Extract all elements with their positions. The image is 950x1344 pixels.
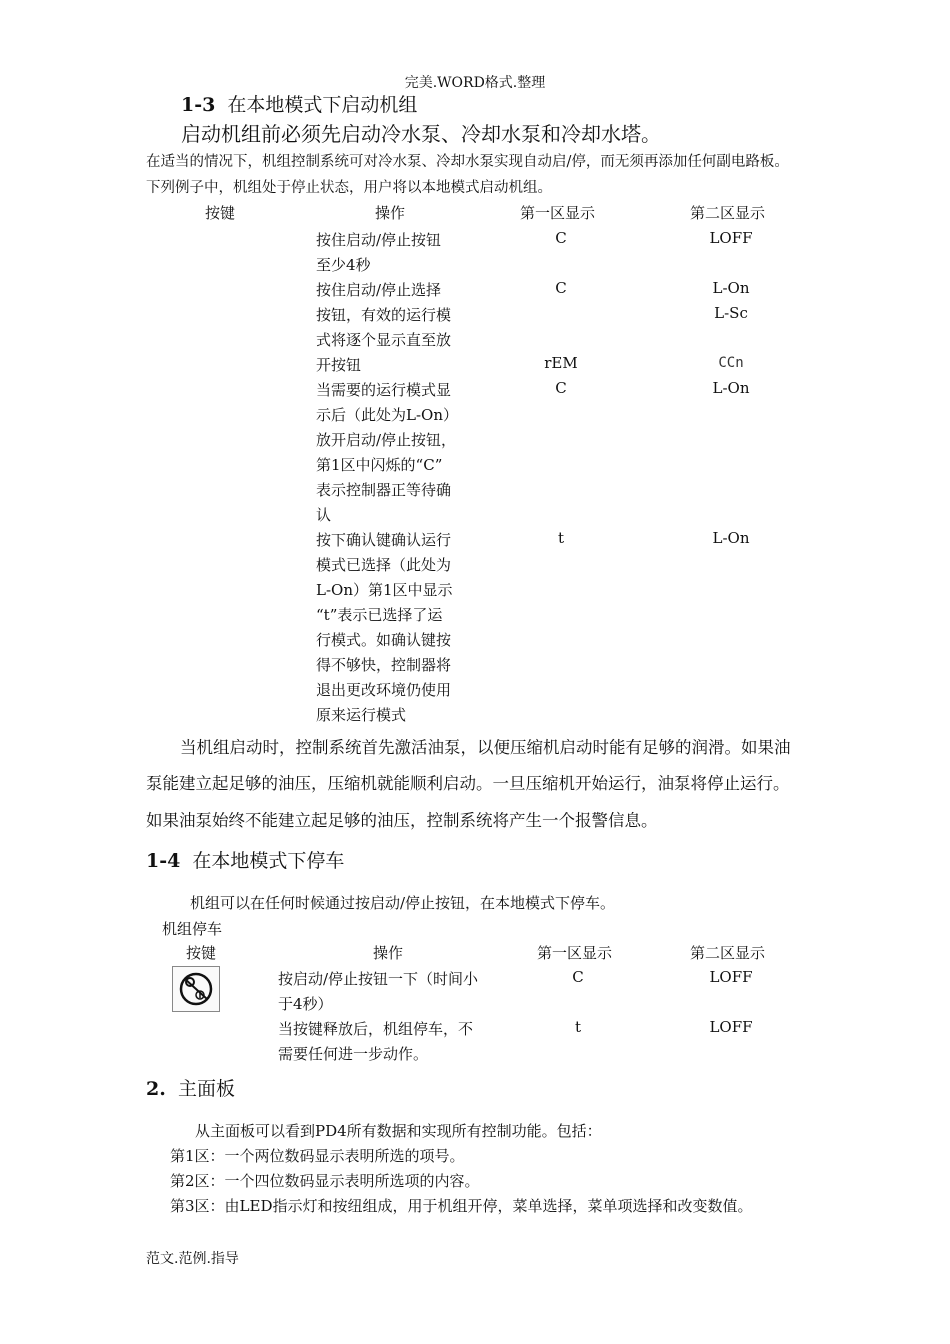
intro-line-2: 下列例子中，机组处于停止状态，用户将以本地模式启动机组。 — [146, 180, 552, 196]
table-row-op: 式将逐个显示直至放 — [316, 331, 452, 349]
section-1-3-heading — [181, 90, 417, 117]
table-row-op: 原来运行模式 — [316, 706, 407, 724]
col-zone1: 第一区显示 — [520, 204, 596, 222]
page-footer: 范文.范例.指导 — [146, 1251, 239, 1267]
table-row-op: 于4秒） — [278, 995, 333, 1013]
table-row-op: 行模式。如确认键按 — [316, 631, 452, 649]
col-zone2: 第二区显示 — [690, 204, 766, 222]
table-row-op: 退出更改环境仍使用 — [316, 681, 452, 699]
col-zone1: 第一区显示 — [537, 944, 613, 962]
body-paragraph-line: 当机组启动时，控制系统首先激活油泵，以便压缩机启动时能有足够的润滑。如果油 — [180, 738, 791, 757]
table-row-z1: C — [555, 229, 567, 247]
section-1-4-intro: 机组可以在任何时候通过按启动/停止按钮，在本地模式下停车。 — [190, 894, 616, 912]
section-1-4-heading — [146, 846, 344, 873]
zone-item: 第3区：由LED指示灯和按纽组成，用于机组开停，菜单选择，菜单项选择和改变数值。 — [170, 1197, 753, 1215]
section-2-intro: 从主面板可以看到PD4所有数据和实现所有控制功能。包括： — [195, 1122, 602, 1140]
col-op: 操作 — [375, 204, 406, 222]
table-row-op: 需要任何进一步动作。 — [278, 1045, 429, 1063]
table-row-op: 当按键释放后，机组停车，不 — [278, 1020, 474, 1038]
table-row-z2: LOFF — [709, 968, 753, 986]
table-row-op: 按住启动/停止按钮 — [316, 231, 442, 249]
page-header: 完美.WORD格式.整理 — [404, 75, 546, 91]
table-row-op: 当需要的运行模式显 — [316, 381, 452, 399]
section-title: 在本地模式下停车 — [192, 850, 345, 872]
section-2-heading: 2. 主面板 — [146, 1078, 235, 1100]
section-number: 1-4 — [146, 850, 181, 872]
start-stop-key-icon — [172, 966, 220, 1012]
table-row-op: L-On）第1区中显示 — [316, 581, 453, 599]
section-number: 1-3 — [181, 94, 216, 116]
col-zone2: 第二区显示 — [690, 944, 766, 962]
table-row-z1: C — [555, 379, 567, 397]
table-row-z2: L-On — [712, 279, 750, 297]
col-op: 操作 — [373, 944, 404, 962]
table-row-z2: LOFF — [709, 229, 753, 247]
table-row-z1: t — [574, 1018, 582, 1036]
section-number: 2 — [146, 1078, 160, 1100]
zone-item: 第2区：一个四位数码显示表明所选项的内容。 — [170, 1172, 480, 1190]
table-row-op: 示后（此处为L-On） — [316, 406, 458, 424]
table-row-op: “t”表示已选择了运 — [316, 606, 443, 624]
table-row-op: 认 — [316, 506, 332, 524]
table-row-z2: LOFF — [709, 1018, 753, 1036]
table-row-z2: L-On — [712, 529, 750, 547]
table-row-op: 至少4秒 — [316, 256, 371, 274]
table-row-z1: C — [555, 279, 567, 297]
table-row-op: 模式已选择（此处为 — [316, 556, 452, 574]
table-row-op: 开按钮 — [316, 356, 362, 374]
table-row-op: 表示控制器正等待确 — [316, 481, 452, 499]
zone-item: 第1区：一个两位数码显示表明所选的项号。 — [170, 1147, 465, 1165]
table-row-z1: rEM — [544, 354, 578, 372]
intro-line-1: 在适当的情况下，机组控制系统可对冷水泵、冷却水泵实现自动启/停，而无须再添加任何副电路板。 — [146, 154, 789, 170]
table-row-z2: CCn — [718, 355, 744, 371]
section-1-3-subtitle: 启动机组前必须先启动冷水泵、冷却水泵和冷却水塔。 — [181, 122, 661, 146]
section-1-4-label: 机组停车 — [162, 920, 223, 938]
section-title: 在本地模式下启动机组 — [227, 94, 418, 116]
table-row-op: 放开启动/停止按钮， — [316, 431, 457, 449]
body-paragraph-line: 泵能建立起足够的油压，压缩机就能顺利启动。一旦压缩机开始运行，油泵将停止运行。 — [146, 774, 790, 793]
table-row-z1: t — [557, 529, 565, 547]
body-paragraph-line: 如果油泵始终不能建立起足够的油压，控制系统将产生一个报警信息。 — [146, 811, 658, 830]
table-row-z2: L-Sc — [714, 304, 748, 322]
col-key: 按键 — [186, 944, 217, 962]
table-row-op: 按启动/停止按钮一下（时间小 — [278, 970, 479, 988]
table-row-op: 按钮，有效的运行模 — [316, 306, 452, 324]
table-row-z1: C — [572, 968, 584, 986]
table-row-z2: L-On — [712, 379, 750, 397]
table-row-op: 第1区中闪烁的“C” — [316, 456, 443, 474]
section-title: 主面板 — [177, 1078, 235, 1100]
table-row-op: 按下确认键确认运行 — [316, 531, 452, 549]
table-row-op: 得不够快，控制器将 — [316, 656, 452, 674]
col-key: 按键 — [205, 204, 236, 222]
table-row-op: 按住启动/停止选择 — [316, 281, 442, 299]
